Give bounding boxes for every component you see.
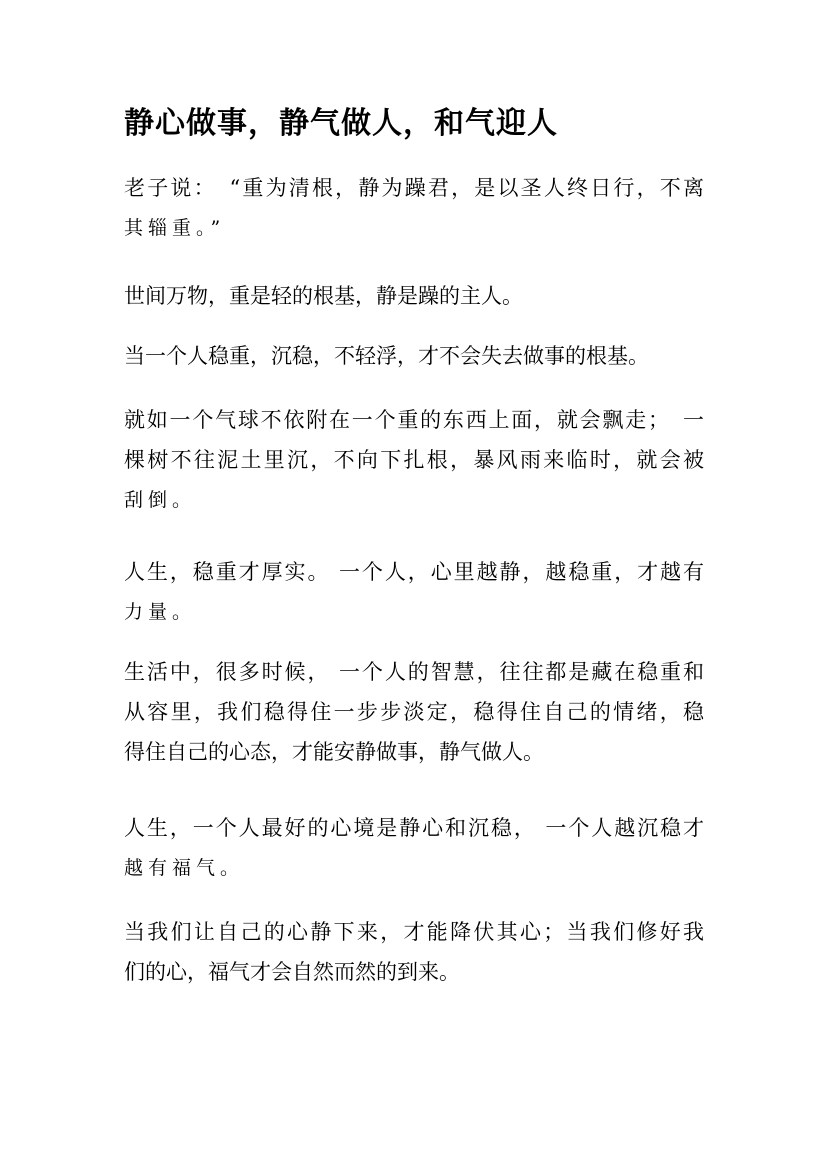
paragraph-line: 老子说： “重为清根，静为躁君，是以圣人终日行，不离 — [124, 176, 704, 200]
paragraph-line: 当我们让自己的心静下来，才能降伏其心；当我们修好我 — [124, 920, 704, 944]
paragraph-line: 人生，一个人最好的心境是静心和沉稳， 一个人越沉稳才 — [124, 816, 704, 840]
paragraph-line: 世间万物，重是轻的根基，静是躁的主人。 — [124, 284, 523, 308]
paragraph-line: 刮倒。 — [124, 489, 197, 511]
paragraph-line: 人生，稳重才厚实。 一个人，心里越静，越稳重，才越有 — [124, 560, 704, 584]
paragraph-laozi-quote — [124, 168, 704, 248]
paragraph-steady-person — [124, 336, 704, 376]
paragraph-line: 生活中，很多时候， 一个人的智慧，往往都是藏在稳重和 — [124, 660, 704, 684]
paragraph-line: 就如一个气球不依附在一个重的东西上面，就会飘走； 一 — [124, 408, 704, 432]
paragraph-calm-heart — [124, 912, 704, 992]
paragraph-line: 得住自己的心态，才能安静做事，静气做人。 — [124, 740, 544, 764]
paragraph-line: 力量。 — [124, 601, 197, 623]
paragraph-line: 越有福气。 — [124, 857, 245, 879]
paragraph-line: 当一个人稳重，沉稳，不轻浮，才不会失去做事的根基。 — [124, 344, 649, 368]
paragraph-life-steady — [124, 552, 704, 632]
paragraph-weight-and-calm — [124, 276, 704, 316]
paragraph-best-mindset — [124, 808, 704, 888]
document-title: 静心做事，静气做人，和气迎人 — [124, 106, 558, 141]
paragraph-line: 们的心，福气才会自然而然的到来。 — [124, 960, 460, 984]
paragraph-wisdom — [124, 652, 704, 772]
paragraph-line: 其辎重。” — [124, 217, 226, 239]
paragraph-line: 棵树不往泥土里沉，不向下扎根，暴风雨来临时，就会被 — [124, 448, 704, 472]
paragraph-balloon-tree — [124, 400, 704, 520]
paragraph-line: 从容里，我们稳得住一步步淡定，稳得住自己的情绪，稳 — [124, 700, 704, 724]
